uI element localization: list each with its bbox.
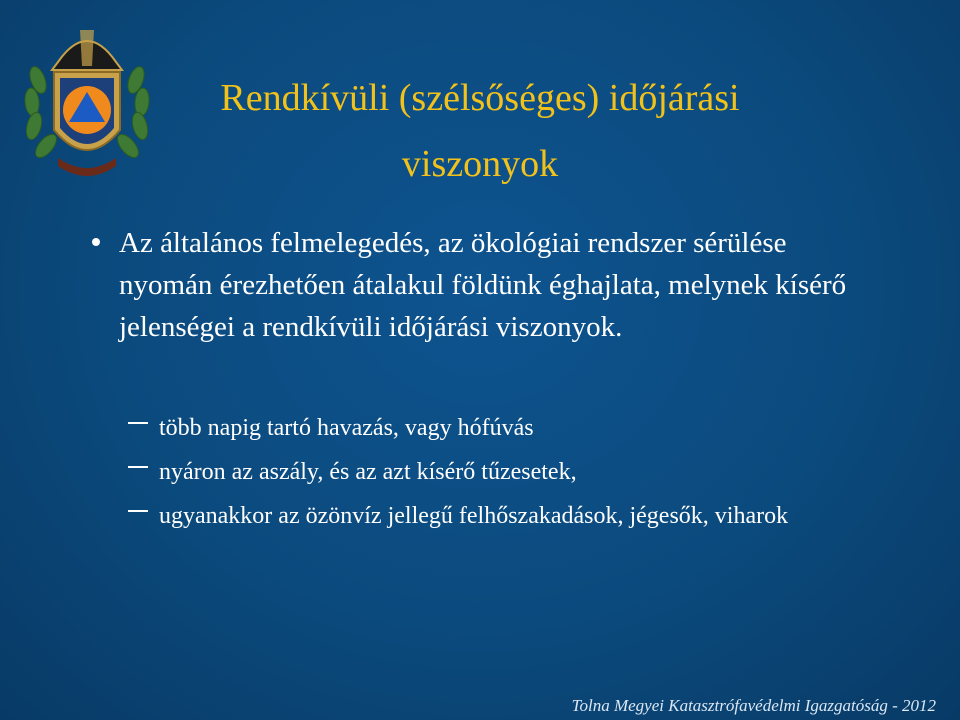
sub-item-text: több napig tartó havazás, vagy hófúvás (159, 415, 534, 441)
dash-icon (128, 422, 148, 424)
slide-footer: Tolna Megyei Katasztrófavédelmi Igazgatóság - 2012 (571, 696, 936, 715)
main-bullet (92, 222, 852, 343)
bullet-dot-icon (92, 238, 100, 246)
dash-icon (128, 510, 148, 512)
slide-title-line2: viszonyok (401, 143, 559, 185)
main-bullet-text: Az általános felmelegedés, az ökológiai rendszer sérülése nyomán érezhetően átalakul földünk éghajlata, melynek kísérő jelenségei a rendkívüli időjárási viszonyok. (119, 227, 847, 343)
dash-icon (128, 466, 148, 468)
sub-item-text: nyáron az aszály, és az azt kísérő tűzesetek, (159, 459, 577, 485)
sub-item-text: ugyanakkor az özönvíz jellegű felhőszakadások, jégesők, viharok (159, 503, 789, 529)
slide-title-line1: Rendkívüli (szélsőséges) időjárási (220, 77, 740, 119)
